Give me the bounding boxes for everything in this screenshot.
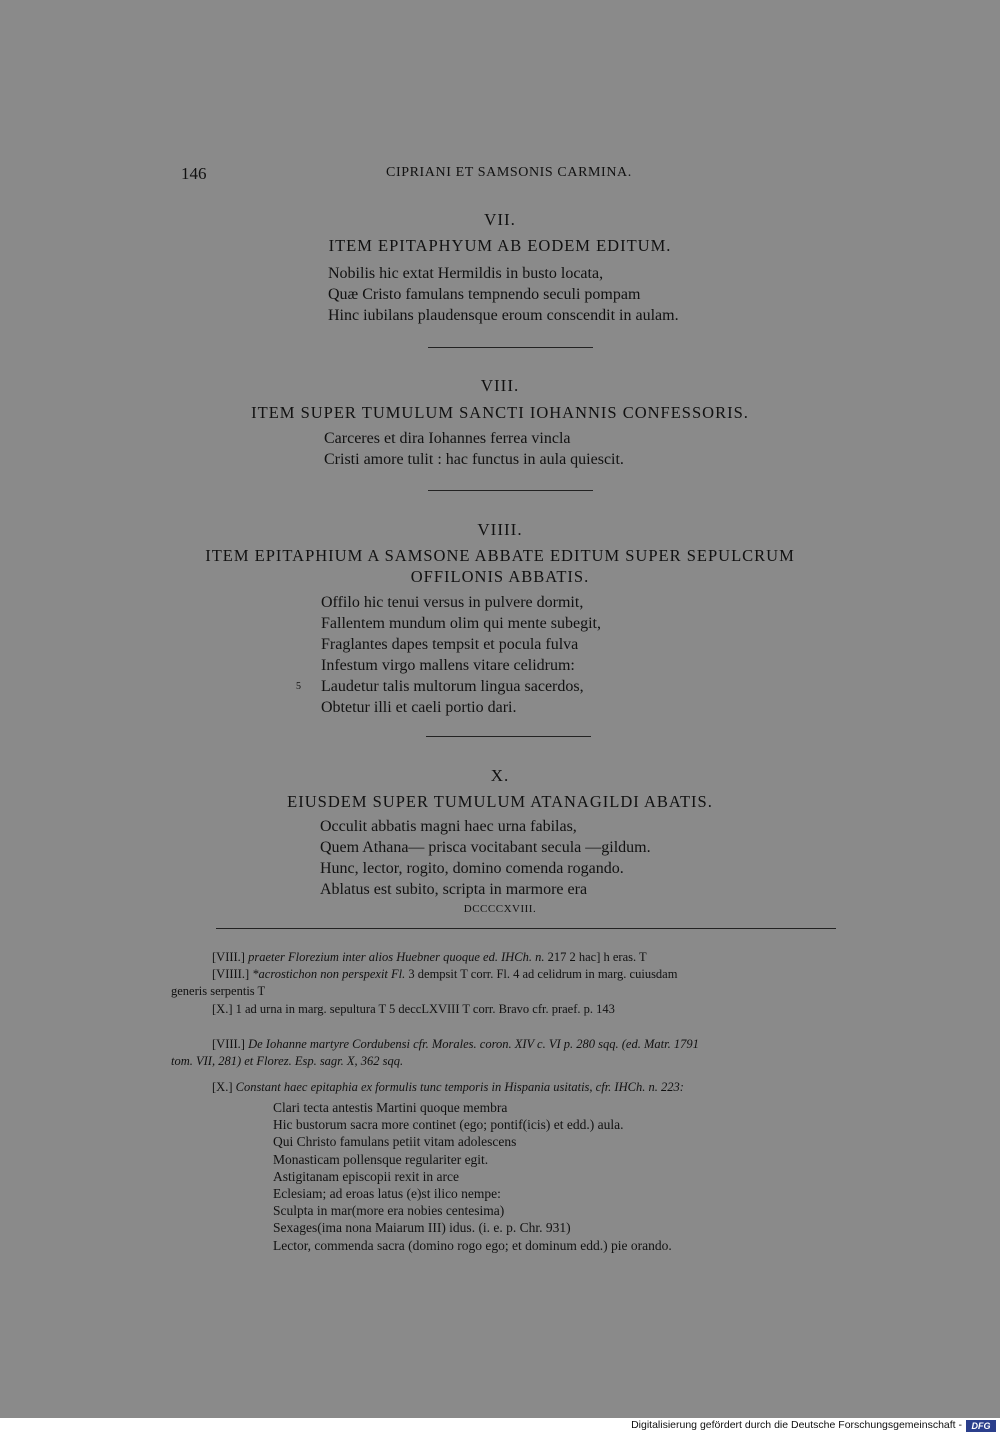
verse-line: Hunc, lector, rogito, domino comenda rogando.	[320, 860, 624, 877]
verse-line: Fallentem mundum olim qui mente subegit,	[321, 615, 601, 632]
page-number: 146	[181, 164, 207, 183]
verse-line: Offilo hic tenui versus in pulvere dormit,	[321, 594, 584, 611]
verse-line: Hinc iubilans plaudensque eroum conscendit in aulam.	[328, 307, 679, 324]
poem-10	[320, 816, 651, 900]
verse-line: Quem Athana— prisca vocitabant secula —gildum.	[320, 839, 651, 856]
footnote-rule	[216, 928, 836, 929]
apparatus-tag: [X.]	[212, 1002, 233, 1016]
section-numeral-8: VIII.	[480, 376, 520, 395]
verse-line: Nobilis hic extat Hermildis in busto locata,	[328, 265, 604, 282]
quote-line: Eclesiam; ad eroas latus (e)st ilico nempe:	[273, 1186, 501, 1202]
poem-7	[328, 263, 679, 326]
apparatus-viiii	[212, 966, 677, 983]
section-divider	[428, 347, 593, 348]
section-numeral-7: VII.	[484, 210, 516, 229]
section-numeral-9: VIIII.	[477, 520, 523, 539]
commentary-tag: [VIII.]	[212, 1037, 245, 1051]
quote-line: Hic bustorum sacra more continet (ego; pontif(icis) et edd.) aula.	[273, 1117, 624, 1133]
section-title-9-line2: OFFILONIS ABBATIS.	[410, 567, 590, 586]
poem-8	[324, 428, 624, 470]
apparatus-tag: [VIII.]	[212, 950, 245, 964]
apparatus-text: 1 ad urna in marg. sepultura T 5 deccLXVIII T corr. Bravo cfr. praef. p. 143	[235, 1002, 615, 1016]
quote-line: Sculpta in mar(more era nobies centesima)	[273, 1203, 505, 1219]
section-title-9-line1: ITEM EPITAPHIUM A SAMSONE ABBATE EDITUM SUPER SEPULCRUM	[205, 546, 795, 565]
apparatus-tag: [VIIII.]	[212, 967, 250, 981]
apparatus-viii	[212, 949, 647, 966]
commentary-viii-cont	[171, 1053, 403, 1070]
commentary-text: De Iohanne martyre Cordubensi cfr. Morales. coron. XIV c. VI p. 280 sqq. (ed. Matr. 1791	[248, 1037, 699, 1051]
verse-line: Carceres et dira Iohannes ferrea vincla	[324, 430, 571, 447]
commentary-viii	[212, 1036, 699, 1053]
verse-line: Occulit abbatis magni haec urna fabilas,	[320, 818, 577, 835]
quote-line: Clari tecta antestis Martini quoque membra	[273, 1100, 508, 1115]
verse-line: Laudetur talis multorum lingua sacerdos,	[321, 678, 584, 695]
verse-line: Ablatus est subito, scripta in marmore era	[320, 881, 588, 898]
quote-line: Astigitanam episcopii rexit in arce	[273, 1168, 459, 1184]
commentary-text: tom. VII, 281) et Florez. Esp. sagr. X, 362 sqq.	[171, 1054, 404, 1068]
date-line: DCCCCXVIII.	[463, 903, 537, 915]
apparatus-italic: *acrostichon non perspexit Fl.	[252, 967, 406, 981]
verse-line: Obtetur illi et caeli portio dari.	[321, 699, 517, 716]
running-head: CIPRIANI ET SAMSONIS CARMINA.	[386, 165, 632, 180]
section-divider	[428, 490, 593, 491]
apparatus-text: 3 dempsit T corr. Fl. 4 ad celidrum in marg. cuiusdam	[408, 967, 678, 981]
inscription-quote	[273, 1099, 672, 1254]
commentary-text: Constant haec epitaphia ex formulis tunc temporis in Hispania usitatis, cfr. IHCh. n. 223:	[235, 1080, 684, 1094]
poem-9	[321, 592, 601, 718]
section-title-8: ITEM SUPER TUMULUM SANCTI IOHANNIS CONFESSORIS.	[251, 403, 749, 422]
dfg-logo: DFG	[966, 1420, 996, 1432]
verse-line: Infestum virgo mallens vitare celidrum:	[321, 657, 575, 674]
digitization-footer	[0, 1418, 1000, 1434]
quote-line: Qui Christo famulans petiit vitam adolescens	[273, 1134, 517, 1150]
verse-line: Cristi amore tulit : hac functus in aula quiescit.	[324, 451, 624, 468]
commentary-tag: [X.]	[212, 1080, 233, 1094]
quote-line: Lector, commenda sacra (domino rogo ego; et dominum edd.) pie orando.	[273, 1237, 672, 1253]
verse-line: Quæ Cristo famulans tempnendo seculi pompam	[328, 286, 641, 303]
section-numeral-10: X.	[490, 766, 510, 785]
line-number: 5	[296, 681, 301, 692]
section-title-10: EIUSDEM SUPER TUMULUM ATANAGILDI ABATIS.	[287, 792, 713, 811]
apparatus-italic: praeter Florezium inter alios Huebner quoque ed. IHCh. n.	[248, 950, 545, 964]
verse-line: Fraglantes dapes tempsit et pocula fulva	[321, 636, 579, 653]
quote-line: Monasticam pollensque regulariter egit.	[273, 1151, 489, 1167]
section-divider	[426, 736, 591, 737]
apparatus-viiii-cont: generis serpentis T	[171, 984, 266, 998]
apparatus-x	[212, 1001, 615, 1018]
apparatus-text: 217 2 hac] h eras. T	[547, 950, 647, 964]
funding-notice: Digitalisierung gefördert durch die Deutsche Forschungsgemeinschaft -	[631, 1419, 962, 1431]
quote-line: Sexages(ima nona Maiarum III) idus. (i. e. p. Chr. 931)	[273, 1220, 571, 1236]
commentary-x	[212, 1079, 684, 1096]
section-title-7: ITEM EPITAPHYUM AB EODEM EDITUM.	[328, 236, 672, 255]
